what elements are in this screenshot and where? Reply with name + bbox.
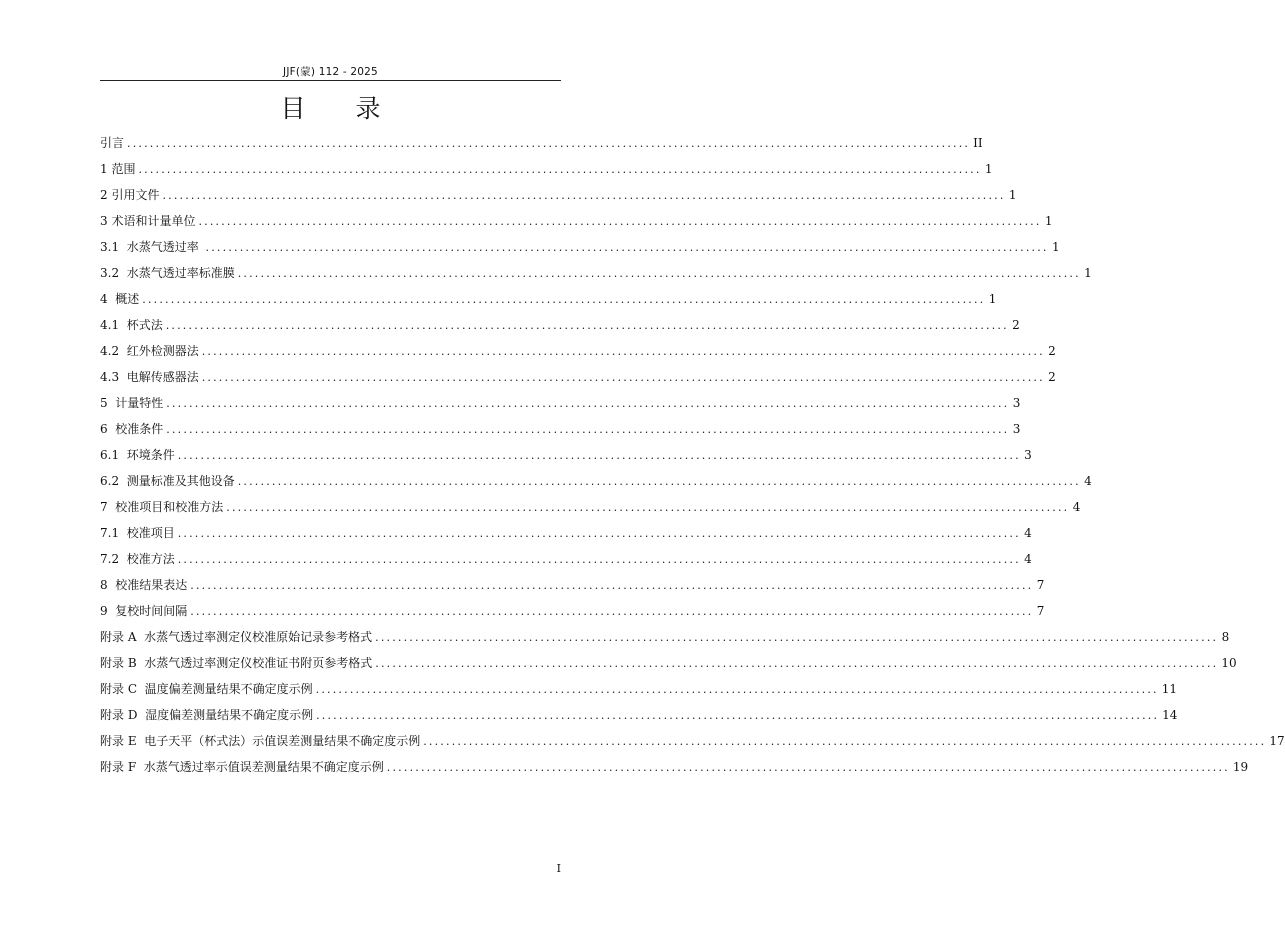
toc-entry[interactable] — [100, 572, 1045, 598]
toc-entry[interactable] — [100, 312, 1020, 338]
dot-leader: .................................................................................................................................................... — [166, 423, 1010, 436]
toc-entry[interactable] — [100, 468, 1092, 494]
toc-entry-label: 4.3 电解传感器法 — [100, 370, 199, 384]
dot-leader: .................................................................................................................................................... — [138, 163, 982, 176]
toc-entry-label: 附录 E 电子天平（杯式法）示值误差测量结果不确定度示例 — [100, 734, 421, 748]
dot-leader: .................................................................................................................................................... — [177, 449, 1021, 462]
toc-entry[interactable] — [100, 156, 993, 182]
toc-entry-label: 附录 D 湿度偏差测量结果不确定度示例 — [100, 708, 314, 722]
dot-leader: .................................................................................................................................................... — [201, 345, 1045, 358]
toc-entry-page: 1 — [1084, 266, 1092, 280]
running-header: JJF(蒙) 112 - 2025 — [283, 66, 378, 78]
page-number: I — [556, 862, 561, 875]
toc-entry[interactable] — [100, 598, 1045, 624]
toc-entry[interactable] — [100, 416, 1021, 442]
toc-entry-page: 4 — [1084, 474, 1092, 488]
toc-entry-label: 附录 F 水蒸气透过率示值误差测量结果不确定度示例 — [100, 760, 384, 774]
dot-leader: .................................................................................................................................................... — [190, 605, 1034, 618]
toc-entry-page: 17 — [1269, 734, 1285, 748]
toc-entry-page: 3 — [1012, 396, 1021, 410]
dot-leader: .................................................................................................................................................... — [316, 709, 1160, 722]
toc-entry-page: 3 — [1024, 448, 1032, 462]
toc-entry-page: 2 — [1048, 344, 1056, 358]
dot-leader: .................................................................................................................................................... — [315, 683, 1159, 696]
dot-leader: .................................................................................................................................................... — [205, 241, 1049, 254]
toc-entry[interactable] — [100, 182, 1017, 208]
toc-entry[interactable] — [100, 130, 983, 156]
toc-entry-label: 7.2 校准方法 — [100, 552, 175, 566]
dot-leader: .................................................................................................................................................... — [423, 735, 1267, 748]
toc-entry[interactable] — [100, 520, 1032, 546]
toc-entry[interactable] — [100, 260, 1092, 286]
toc-entry-page: 1 — [988, 292, 997, 306]
toc-entry[interactable] — [100, 702, 1178, 728]
toc-entry-page: 4 — [1024, 526, 1032, 540]
toc-entry-label: 6.2 测量标准及其他设备 — [100, 474, 235, 488]
toc-entry-page: II — [973, 136, 983, 150]
toc-entry-label: 4.2 红外检测器法 — [100, 344, 199, 358]
dot-leader: .................................................................................................................................................... — [375, 631, 1219, 644]
toc-entry-page: 19 — [1232, 760, 1249, 774]
dot-leader: .................................................................................................................................................... — [127, 137, 971, 150]
toc-entry-page: 10 — [1221, 656, 1237, 670]
toc-entry-page: 1 — [1008, 188, 1017, 202]
toc-entry-page: 1 — [984, 162, 993, 176]
toc-entry-label: 6 校准条件 — [100, 422, 164, 436]
toc-entry-label: 3.2 水蒸气透过率标准膜 — [100, 266, 235, 280]
toc-entry-label: 4 概述 — [100, 292, 140, 306]
toc-entry[interactable] — [100, 234, 1060, 260]
toc-entry-label: 2 引用文件 — [100, 188, 160, 202]
header-rule — [100, 80, 561, 81]
toc-entry[interactable] — [100, 546, 1032, 572]
toc-entry-label: 1 范围 — [100, 162, 136, 176]
toc-entry-label: 引言 — [100, 136, 125, 150]
dot-leader: .................................................................................................................................................... — [166, 397, 1010, 410]
toc-entry-label: 3 术语和计量单位 — [100, 214, 196, 228]
toc-entry-page: 8 — [1221, 630, 1230, 644]
toc-entry[interactable] — [100, 676, 1178, 702]
toc-entry-label: 附录 C 温度偏差测量结果不确定度示例 — [100, 682, 313, 696]
toc-entry-label: 7 校准项目和校准方法 — [100, 500, 224, 514]
dot-leader: .................................................................................................................................................... — [162, 189, 1006, 202]
toc-entry-label: 附录 B 水蒸气透过率测定仪校准证书附页参考格式 — [100, 656, 373, 670]
dot-leader: .................................................................................................................................................... — [177, 553, 1021, 566]
toc-entry[interactable] — [100, 754, 1249, 780]
dot-leader: .................................................................................................................................................... — [237, 475, 1081, 488]
toc-entry-label: 9 复校时间间隔 — [100, 604, 188, 618]
toc-entry[interactable] — [100, 442, 1032, 468]
toc-entry-label: 7.1 校准项目 — [100, 526, 175, 540]
dot-leader: .................................................................................................................................................... — [165, 319, 1009, 332]
toc-entry-label: 8 校准结果表达 — [100, 578, 188, 592]
toc-entry-page: 1 — [1051, 240, 1060, 254]
toc-title: 目录 — [280, 94, 431, 123]
dot-leader: .................................................................................................................................................... — [226, 501, 1070, 514]
toc-entry-page: 4 — [1072, 500, 1081, 514]
toc-entry-label: 5 计量特性 — [100, 396, 164, 410]
toc-entry-page: 3 — [1012, 422, 1021, 436]
toc-entry-page: 7 — [1036, 604, 1045, 618]
toc-entry[interactable] — [100, 650, 1237, 676]
toc-entry-page: 2 — [1012, 318, 1020, 332]
dot-leader: .................................................................................................................................................... — [375, 657, 1219, 670]
toc-entry-label: 6.1 环境条件 — [100, 448, 175, 462]
toc-entry[interactable] — [100, 286, 997, 312]
dot-leader: .................................................................................................................................................... — [201, 371, 1045, 384]
toc-entry-page: 11 — [1161, 682, 1178, 696]
dot-leader: .................................................................................................................................................... — [177, 527, 1021, 540]
toc-entry[interactable] — [100, 728, 1285, 754]
toc-entry[interactable] — [100, 338, 1056, 364]
toc-entry[interactable] — [100, 494, 1081, 520]
toc-entry-page: 2 — [1048, 370, 1056, 384]
dot-leader: .................................................................................................................................................... — [386, 761, 1230, 774]
table-of-contents — [100, 130, 1285, 780]
toc-entry-label: 4.1 杯式法 — [100, 318, 163, 332]
dot-leader: .................................................................................................................................................... — [142, 293, 986, 306]
toc-entry-page: 14 — [1162, 708, 1178, 722]
toc-entry[interactable] — [100, 390, 1021, 416]
toc-entry-page: 4 — [1024, 552, 1032, 566]
toc-entry-page: 7 — [1036, 578, 1045, 592]
toc-entry[interactable] — [100, 208, 1053, 234]
dot-leader: .................................................................................................................................................... — [190, 579, 1034, 592]
toc-entry[interactable] — [100, 364, 1056, 390]
dot-leader: .................................................................................................................................................... — [237, 267, 1081, 280]
dot-leader: .................................................................................................................................................... — [198, 215, 1042, 228]
toc-entry-label: 3.1 水蒸气透过率 — [100, 240, 203, 254]
toc-entry-label: 附录 A 水蒸气透过率测定仪校准原始记录参考格式 — [100, 630, 373, 644]
toc-entry[interactable] — [100, 624, 1230, 650]
toc-entry-page: 1 — [1044, 214, 1053, 228]
